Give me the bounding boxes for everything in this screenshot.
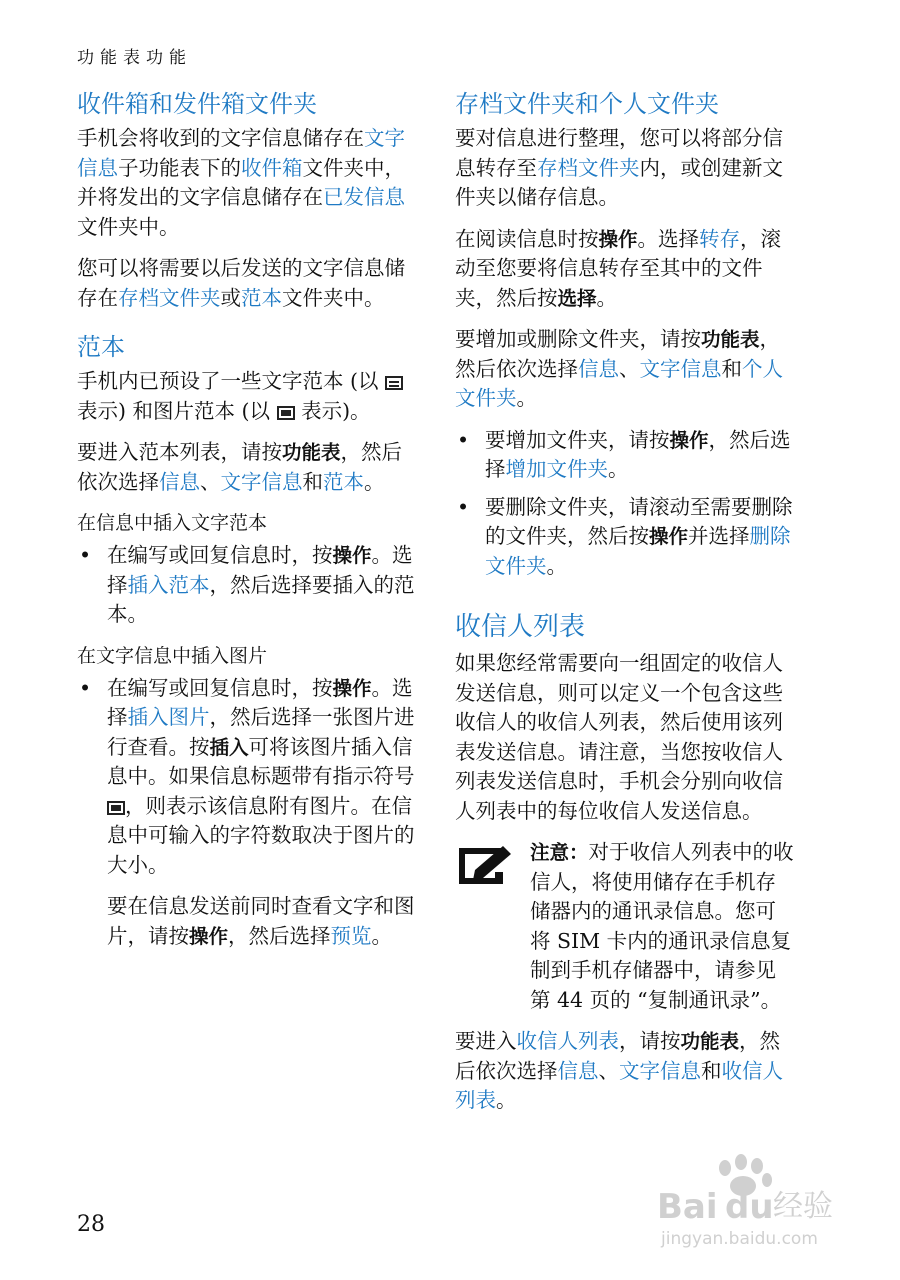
key-term: 功能表	[680, 1030, 740, 1053]
text-run: 和	[302, 469, 323, 494]
link-term[interactable]: 已发信息	[323, 185, 405, 209]
key-term: 操作	[332, 544, 372, 567]
text-run: 文件夹中，并将发出的文字信息储存在	[77, 155, 405, 209]
text-run: ，然后选择	[485, 427, 791, 481]
subsection-title-insert-picture: 在文字信息中插入图片	[77, 644, 268, 667]
text-run: 内，或创建新文件夹以储存信息。	[455, 155, 783, 209]
text-run: 、	[598, 1058, 619, 1083]
text-run: 要增加或删除文件夹，请按	[455, 327, 701, 351]
bullet-list	[455, 426, 795, 582]
section-title-inbox-outbox: 收件箱和发件箱文件夹	[77, 90, 317, 118]
text-run: ，然后依次选择	[77, 440, 403, 494]
text-run: 。	[608, 457, 629, 481]
text-run: 文件夹中。	[77, 214, 180, 239]
link-term[interactable]: 删除文件夹	[485, 524, 791, 578]
list-item-text	[107, 676, 415, 789]
link-term[interactable]: 信息	[159, 469, 200, 494]
key-term: 插入	[209, 735, 249, 759]
text-run: 在编写或回复信息时，按	[107, 543, 333, 567]
text-run: 、	[200, 469, 221, 494]
text-run: 。选择	[107, 675, 413, 729]
watermark-brand: Bai	[657, 1187, 718, 1227]
note-pencil-icon	[455, 842, 515, 888]
running-header: 功能表功能	[77, 48, 192, 68]
text-run: 手机会将收到的文字信息储存在	[77, 126, 364, 150]
text-run: 。	[596, 285, 618, 310]
text-run: 要进入范本列表，请按	[77, 440, 282, 464]
list-item: • 在编写或回复信息时，按操作。选择插入图片，然后选择一张图片进行查看。按插入可将该图片插入信息中。如果信息标题带有指示符号 ，则表示该信息附有图片。在信息中可输入的字符数取决于图片的大小。	[79, 675, 415, 877]
link-term[interactable]: 文字信息	[639, 356, 722, 381]
text-fragment: 表示) 和图片范本 (以	[77, 398, 277, 423]
text-run: 文件夹中。	[282, 285, 385, 310]
text-run: 或	[220, 285, 241, 310]
bullet-list	[77, 674, 417, 881]
paragraph	[455, 124, 795, 213]
text-run: 要删除文件夹，请滚动至需要删除的文件夹，然后按	[485, 494, 793, 548]
watermark-cn: 经验	[773, 1189, 833, 1224]
key-term: 操作	[649, 525, 689, 548]
link-term[interactable]: 插入范本	[127, 572, 210, 597]
key-term: 注意：	[530, 841, 589, 864]
paragraph	[77, 124, 417, 242]
section-title-distribution-lists: 收信人列表	[455, 612, 586, 642]
link-term[interactable]: 文字信息	[220, 469, 303, 494]
text-run: 要增加文件夹，请按	[485, 427, 670, 452]
key-term: 操作	[332, 676, 372, 700]
link-term[interactable]: 收信人列表	[455, 1058, 783, 1112]
text-run: ，然后选择一张图片进行查看。按	[107, 705, 415, 759]
text-run: 要在信息发送前同时查看文字和图片，请按	[107, 894, 415, 948]
link-term[interactable]: 存档文件夹	[118, 285, 221, 310]
watermark-brand-2: du	[725, 1187, 774, 1227]
paragraph	[455, 325, 795, 414]
page-number: 28	[77, 1212, 105, 1237]
note-box	[455, 838, 795, 1015]
text-run: 。选择	[637, 226, 700, 251]
section-title-archive-folders: 存档文件夹和个人文件夹	[455, 90, 719, 118]
link-term[interactable]: 收件箱	[241, 155, 303, 180]
text-run: 可将该图片插入信息中。如果信息标题带有指示符号	[107, 734, 415, 788]
paragraph	[77, 438, 417, 497]
text-fragment: 表示)。	[294, 398, 371, 423]
text-run: 和	[701, 1058, 722, 1083]
text-run: 在阅读信息时按	[455, 226, 599, 251]
list-item: • 在编写或回复信息时，按操作。选择插入范本，然后选择要插入的范本。	[79, 543, 415, 626]
text-run: 在编写或回复信息时，按	[107, 675, 333, 700]
text-run: ，然后依次选择	[455, 1029, 781, 1083]
text-template-icon	[385, 376, 403, 390]
picture-template-icon	[277, 406, 295, 420]
text-run: ，然后选择要插入的范本。	[107, 572, 415, 626]
link-term[interactable]: 插入图片	[127, 705, 210, 729]
text-run: 。	[364, 469, 385, 494]
link-term[interactable]: 文字信息	[619, 1058, 701, 1083]
text-run: 。	[516, 386, 537, 410]
link-term[interactable]: 转存	[699, 226, 741, 251]
text-run: 对于收信人列表中的收信人，将使用储存在手机存储器内的通讯录信息。您可将 SIM 卡内的通讯录信息复制到手机存储器中，请参见第 44 页的 “复制通讯录”。	[530, 840, 794, 1012]
link-term[interactable]: 范本	[323, 469, 364, 494]
key-term: 选择	[557, 286, 597, 310]
key-term: 功能表	[282, 441, 341, 464]
right-column	[455, 88, 795, 1128]
paragraph	[77, 254, 417, 313]
watermark-url: jingyan.baidu.com	[661, 1229, 818, 1249]
link-term[interactable]: 信息	[578, 356, 619, 381]
text-run: 。	[371, 923, 393, 948]
baidu-watermark	[655, 1150, 845, 1250]
link-term[interactable]: 预览	[330, 923, 372, 948]
link-term[interactable]: 范本	[241, 285, 282, 310]
key-term: 操作	[598, 227, 638, 251]
link-term[interactable]: 文字信息	[77, 126, 405, 180]
list-item-text	[485, 428, 791, 482]
text-run: 。选择	[107, 543, 413, 597]
key-term: 操作	[669, 428, 709, 452]
list-item-text	[485, 495, 793, 578]
paragraph	[77, 892, 417, 951]
text-run: ，然后选择	[228, 923, 331, 948]
link-term[interactable]: 收信人列表	[516, 1029, 619, 1053]
text-run: 。	[546, 553, 567, 578]
text-run: 要对信息进行整理，您可以将部分信息转存至	[455, 126, 783, 180]
left-column	[77, 88, 417, 963]
note-text	[530, 838, 795, 1015]
key-term: 功能表	[701, 328, 760, 351]
picture-attached-indicator-icon	[107, 801, 125, 815]
text-run: 您可以将需要以后发送的文字信息储存在	[77, 256, 405, 310]
paragraph: 如果您经常需要向一组固定的收信人发送信息，则可以定义一个包含这些收信人的收信人列表，然后使用该列表发送信息。请注意，当您按收信人列表发送信息时，手机会分别向收信人列表中的每位收信人发送信息。	[455, 651, 783, 823]
link-term[interactable]: 增加文件夹	[505, 457, 608, 481]
text-run: 并选择	[688, 524, 750, 548]
text-run: 要进入	[455, 1029, 517, 1053]
text-run: 。	[496, 1088, 517, 1112]
text-fragment: 手机内已预设了一些文字范本 (以	[77, 369, 386, 393]
text-run: 、	[619, 356, 640, 381]
text-run: ，请按	[619, 1029, 681, 1053]
paragraph	[77, 367, 417, 426]
list-item-text	[107, 543, 415, 626]
text-run: 子功能表下的	[118, 155, 241, 180]
bullet-list	[77, 541, 417, 630]
list-item: • 要增加文件夹，请按操作，然后选择增加文件夹。	[457, 427, 791, 481]
link-term[interactable]: 信息	[557, 1058, 599, 1083]
key-term: 操作	[189, 924, 229, 948]
text-run: 和	[721, 356, 742, 381]
text-fragment: ，则表示该信息附有图片。在信息中可输入的字符数取决于图片的大小。	[107, 793, 415, 877]
paragraph	[455, 225, 795, 314]
text-run: ，然后依次选择	[455, 327, 781, 381]
paragraph	[455, 1027, 795, 1116]
section-title-templates: 范本	[77, 333, 125, 361]
text-run: ，滚动至您要将信息转存至其中的文件夹，然后按	[455, 226, 782, 310]
link-term[interactable]: 个人文件夹	[455, 356, 783, 410]
subsection-title-insert-text-template: 在信息中插入文字范本	[77, 512, 268, 534]
link-term[interactable]: 存档文件夹	[537, 155, 640, 180]
list-item: • 要删除文件夹，请滚动至需要删除的文件夹，然后按操作并选择删除文件夹。	[457, 494, 793, 578]
